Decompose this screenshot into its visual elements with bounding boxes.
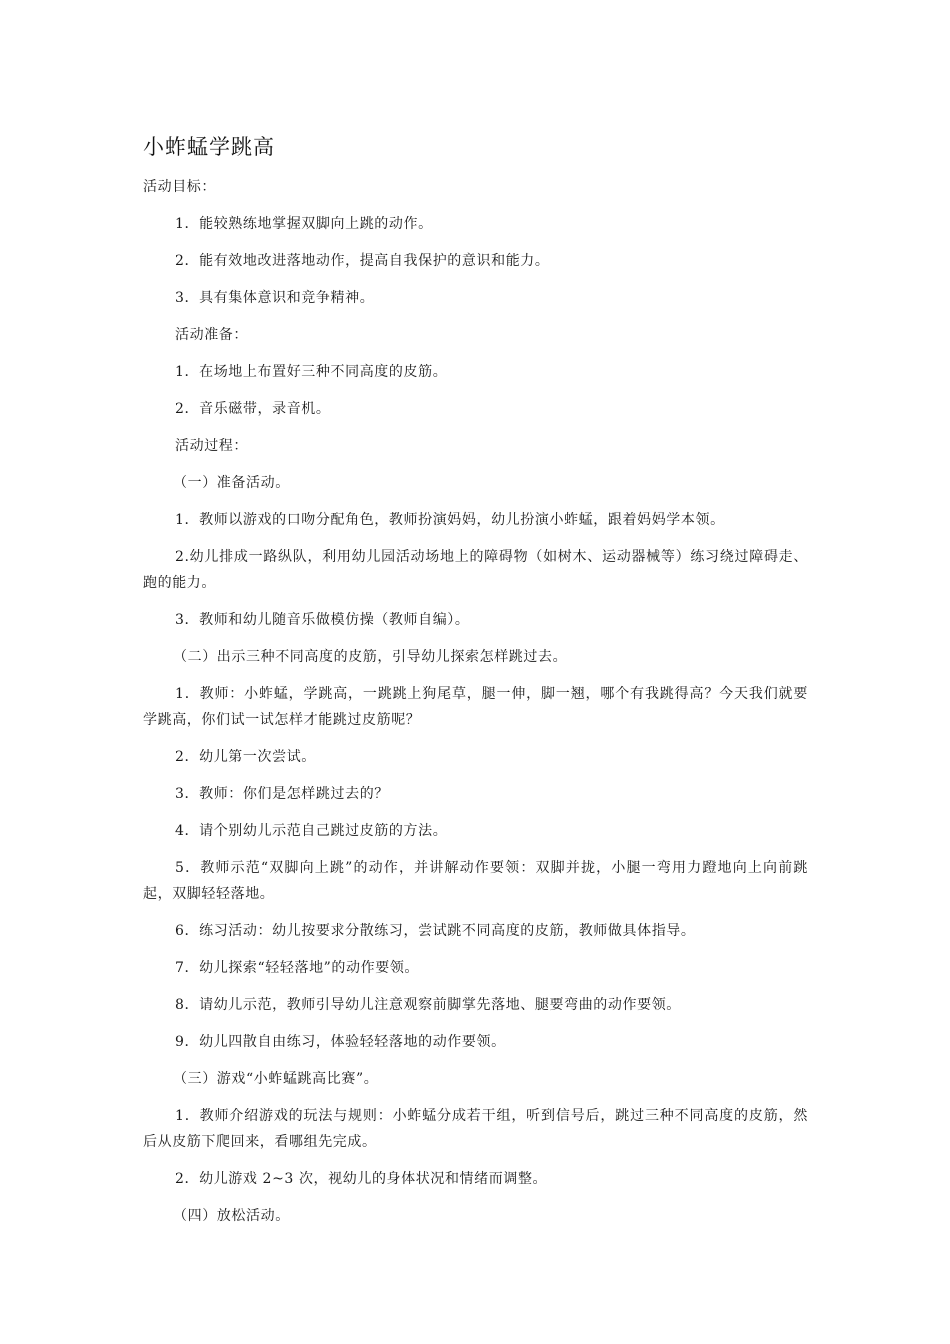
paragraph: 活动准备： — [175, 327, 248, 343]
paragraph: 1．教师：小蚱蜢，学跳高，一跳跳上狗尾草，腿一伸，脚一翘，哪个有我跳得高？今天我们就要学跳高，你们试一试怎样才能跳过皮筋呢？ — [143, 686, 808, 728]
paragraph: （四）放松活动。 — [173, 1208, 290, 1224]
paragraph: 2．幼儿游戏 2~3 次，视幼儿的身体状况和情绪而调整。 — [175, 1171, 548, 1187]
paragraph: 2．能有效地改进落地动作，提高自我保护的意识和能力。 — [175, 253, 550, 269]
paragraph: 8．请幼儿示范，教师引导幼儿注意观察前脚掌先落地、腿要弯曲的动作要领。 — [175, 997, 681, 1013]
paragraph: （二）出示三种不同高度的皮筋，引导幼儿探索怎样跳过去。 — [173, 649, 568, 665]
document-body — [143, 174, 808, 1229]
paragraph: （三）游戏“小蚱蜢跳高比赛”。 — [173, 1071, 379, 1087]
paragraph: 3．教师：你们是怎样跳过去的？ — [175, 786, 389, 802]
document-page — [143, 132, 808, 1240]
paragraph: 1．教师以游戏的口吻分配角色，教师扮演妈妈，幼儿扮演小蚱蜢，跟着妈妈学本领。 — [175, 512, 725, 528]
paragraph: （一）准备活动。 — [173, 475, 290, 491]
paragraph: 2.幼儿排成一路纵队，利用幼儿园活动场地上的障碍物（如树木、运动器械等）练习绕过障碍走、跑的能力。 — [143, 549, 808, 591]
paragraph: 3．教师和幼儿随音乐做模仿操（教师自编）。 — [175, 612, 470, 628]
paragraph: 1．教师介绍游戏的玩法与规则：小蚱蜢分成若干组，听到信号后，跳过三种不同高度的皮筋，然后从皮筋下爬回来，看哪组先完成。 — [143, 1108, 808, 1150]
paragraph: 活动目标： — [143, 179, 216, 195]
paragraph: 6．练习活动：幼儿按要求分散练习，尝试跳不同高度的皮筋，教师做具体指导。 — [175, 923, 696, 939]
paragraph: 9．幼儿四散自由练习，体验轻轻落地的动作要领。 — [175, 1034, 506, 1050]
paragraph: 7．幼儿探索“轻轻落地”的动作要领。 — [175, 960, 420, 976]
paragraph: 2．幼儿第一次尝试。 — [175, 749, 316, 765]
document-title: 小蚱蜢学跳高 — [143, 135, 275, 159]
paragraph: 2．音乐磁带，录音机。 — [175, 401, 331, 417]
paragraph: 4．请个别幼儿示范自己跳过皮筋的方法。 — [175, 823, 448, 839]
paragraph: 5．教师示范“双脚向上跳”的动作，并讲解动作要领：双脚并拢，小腿一弯用力蹬地向上向前跳起，双脚轻轻落地。 — [143, 860, 808, 902]
paragraph: 活动过程： — [175, 438, 248, 454]
paragraph: 3．具有集体意识和竞争精神。 — [175, 290, 375, 306]
paragraph: 1．在场地上布置好三种不同高度的皮筋。 — [175, 364, 448, 380]
paragraph: 1．能较熟练地掌握双脚向上跳的动作。 — [175, 216, 433, 232]
